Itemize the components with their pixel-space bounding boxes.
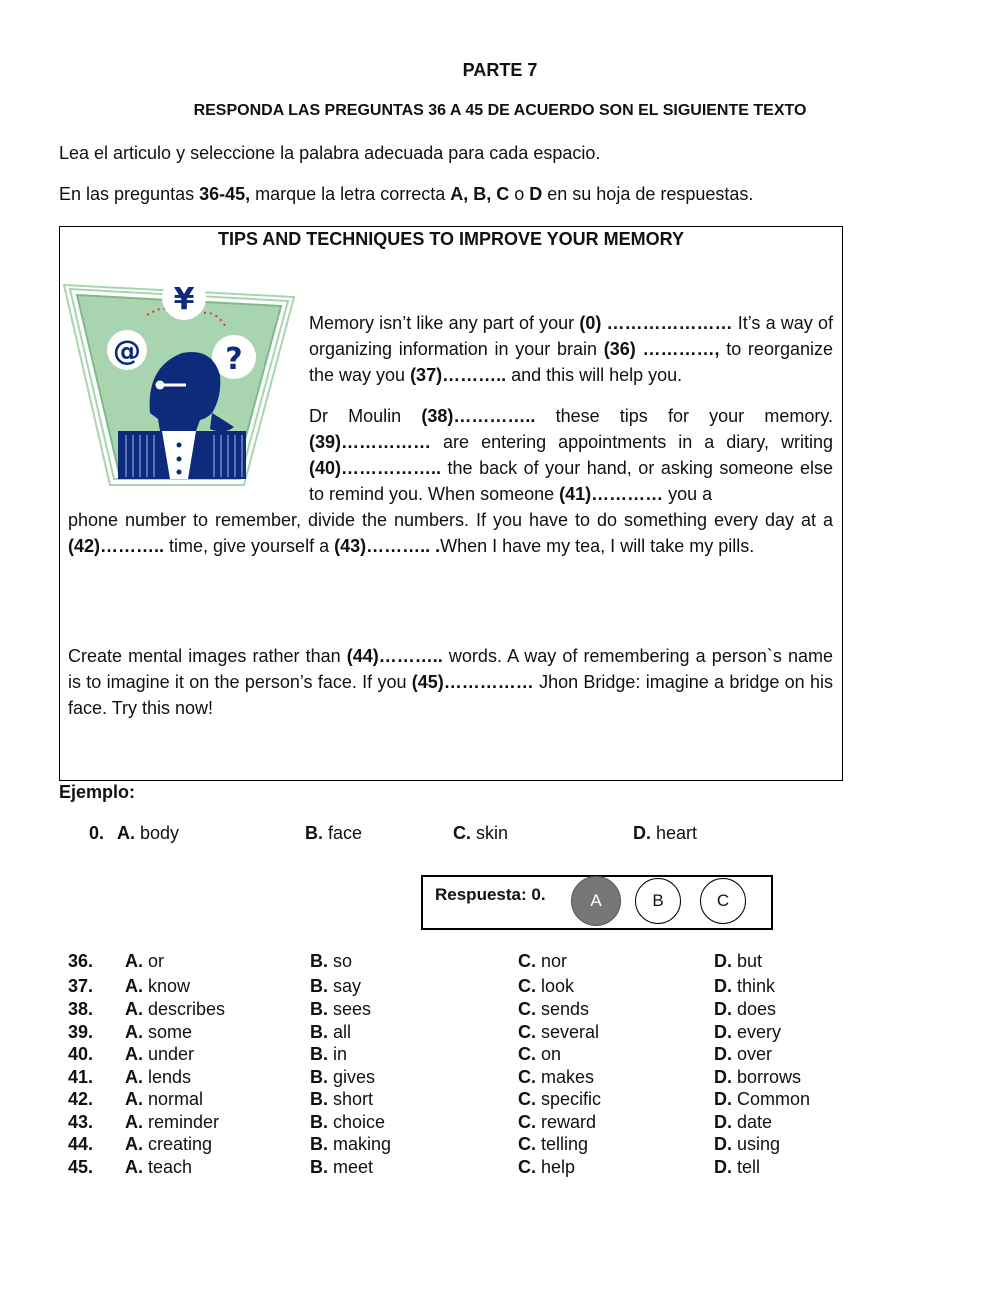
option-letter: A. xyxy=(125,1134,143,1154)
option-word: every xyxy=(732,1022,782,1042)
option-word: choice xyxy=(328,1112,386,1132)
example-option-a: A. body xyxy=(117,823,180,843)
option-letter: C. xyxy=(518,1067,536,1087)
question-option xyxy=(125,1157,192,1178)
question-option xyxy=(310,1134,391,1155)
paragraph-text: Create mental images rather than xyxy=(68,646,347,666)
blank-marker: (37)……….. xyxy=(410,365,507,385)
option-letter: C. xyxy=(518,999,536,1019)
option-letter: A. xyxy=(125,976,143,996)
option-word: think xyxy=(732,976,776,996)
question-option xyxy=(125,976,190,997)
question-option xyxy=(714,1089,810,1110)
option-word: Common xyxy=(732,1089,811,1109)
paragraph-text: the back of your hand, or asking someone else to remind you. When someone xyxy=(309,458,833,504)
option-letter: A. xyxy=(125,1067,143,1087)
question-option xyxy=(714,1157,760,1178)
question-number: 44. xyxy=(68,1134,94,1154)
answer-label: Respuesta: 0. xyxy=(435,885,546,904)
question-number: 42. xyxy=(68,1089,94,1109)
option-word: or xyxy=(143,951,165,971)
option-letter: B. xyxy=(310,1134,328,1154)
answer-circle-a[interactable]: A xyxy=(571,876,621,926)
paragraph-text: are entering appointments in a diary, writing xyxy=(431,432,833,452)
option-letter: B. xyxy=(310,951,328,971)
paragraph-text: you a xyxy=(663,484,713,504)
question-number: 40. xyxy=(68,1044,94,1064)
instruction-read: Lea el articulo y seleccione la palabra adecuada para cada espacio. xyxy=(59,143,601,163)
answer-box xyxy=(421,875,773,930)
at-sign-icon: @ xyxy=(113,334,141,367)
option-letter: D. xyxy=(714,976,732,996)
paragraph-4 xyxy=(68,643,833,721)
question-option xyxy=(518,1157,575,1178)
paragraph-text: to reorganize the way you xyxy=(309,339,833,385)
option-letter: A. xyxy=(125,999,143,1019)
question-option xyxy=(714,1022,781,1043)
question-option xyxy=(518,1089,601,1110)
paragraph-3 xyxy=(68,507,833,559)
question-number: 43. xyxy=(68,1112,94,1132)
question-option xyxy=(310,1022,351,1043)
question-option xyxy=(714,976,775,997)
question-option xyxy=(125,1112,219,1133)
question-number: 45. xyxy=(68,1157,94,1177)
option-word: makes xyxy=(536,1067,595,1087)
question-option xyxy=(518,999,589,1020)
question-number: 36. xyxy=(68,951,94,971)
option-word: lends xyxy=(143,1067,192,1087)
paragraph-text: When I have my tea, I will take my pills. xyxy=(440,536,755,556)
option-word: know xyxy=(143,976,191,996)
blank-marker: (43)……….. . xyxy=(334,536,441,556)
option-word: date xyxy=(732,1112,773,1132)
option-word: short xyxy=(328,1089,374,1109)
option-word: look xyxy=(536,976,575,996)
question-option xyxy=(518,1134,588,1155)
option-word: in xyxy=(328,1044,348,1064)
blank-marker: (40)…………….. xyxy=(309,458,442,478)
blank-marker: (36) …………, xyxy=(603,339,720,359)
option-letter: A. xyxy=(125,1157,143,1177)
example-option-b: B. face xyxy=(305,823,363,843)
option-letter: B. xyxy=(310,1089,328,1109)
question-number: 41. xyxy=(68,1067,94,1087)
option-word: over xyxy=(732,1044,773,1064)
option-word: several xyxy=(536,1022,600,1042)
paragraph-text: Memory isn’t like any part of your xyxy=(309,313,580,333)
paragraph-text: Dr Moulin xyxy=(309,406,422,426)
question-option xyxy=(310,976,361,997)
option-word: on xyxy=(536,1044,562,1064)
example-label: Ejemplo: xyxy=(59,782,136,802)
option-letter: B. xyxy=(310,976,328,996)
question-option xyxy=(125,1022,192,1043)
blank-marker: (45)…………… xyxy=(411,672,534,692)
option-word: creating xyxy=(143,1134,213,1154)
option-letter: A. xyxy=(125,1022,143,1042)
answer-circle-b[interactable]: B xyxy=(635,878,681,924)
option-letter: C. xyxy=(518,976,536,996)
question-option xyxy=(714,951,762,972)
answer-circle-c[interactable]: C xyxy=(700,878,746,924)
question-option xyxy=(714,1112,772,1133)
question-option xyxy=(714,999,776,1020)
option-letter: A. xyxy=(125,1112,143,1132)
option-letter: B. xyxy=(310,1067,328,1087)
question-option xyxy=(310,1044,347,1065)
option-word: specific xyxy=(536,1089,602,1109)
paragraph-text: phone number to remember, divide the numbers. If you have to do something every day at a xyxy=(68,510,833,530)
question-option xyxy=(518,1022,599,1043)
option-word: reminder xyxy=(143,1112,220,1132)
question-option xyxy=(714,1067,801,1088)
option-word: gives xyxy=(328,1067,376,1087)
option-letter: C. xyxy=(518,1089,536,1109)
option-letter: C. xyxy=(518,1134,536,1154)
paragraph-text: these tips for your memory. xyxy=(535,406,833,426)
option-word: nor xyxy=(536,951,568,971)
question-option xyxy=(125,1067,191,1088)
example-option-d: D. heart xyxy=(633,823,698,843)
option-word: using xyxy=(732,1134,781,1154)
question-option xyxy=(310,1067,375,1088)
question-option xyxy=(518,1112,596,1133)
blank-marker: (0) ………………… xyxy=(579,313,733,333)
option-word: some xyxy=(143,1022,193,1042)
option-word: reward xyxy=(536,1112,597,1132)
blank-marker: (42)……….. xyxy=(68,536,165,556)
option-word: sends xyxy=(536,999,590,1019)
option-letter: B. xyxy=(310,1112,328,1132)
blank-marker: (44)……….. xyxy=(346,646,443,666)
paragraph-text: It’s a way of organizing information in your brain xyxy=(309,313,833,359)
option-letter: B. xyxy=(310,1022,328,1042)
option-letter: C. xyxy=(518,951,536,971)
question-option xyxy=(310,1089,373,1110)
paragraph-text: Jhon Bridge: imagine a bridge on his face. Try this now! xyxy=(68,672,833,718)
question-option xyxy=(125,1044,194,1065)
memory-illustration xyxy=(62,273,298,495)
page-title: PARTE 7 xyxy=(462,60,538,80)
option-word: making xyxy=(328,1134,392,1154)
option-letter: A. xyxy=(125,951,143,971)
paragraph-text: time, give yourself a xyxy=(164,536,335,556)
option-letter: D. xyxy=(714,1089,732,1109)
option-word: but xyxy=(732,951,763,971)
option-word: telling xyxy=(536,1134,589,1154)
question-mark-icon: ? xyxy=(225,342,243,377)
paragraph-text: and this will help you. xyxy=(506,365,683,385)
question-option xyxy=(310,1157,373,1178)
option-letter: A. xyxy=(125,1044,143,1064)
option-word: borrows xyxy=(732,1067,802,1087)
option-letter: B. xyxy=(310,1044,328,1064)
instruction-mark: En las preguntas 36-45, marque la letra correcta A, B, C o D en su hoja de respuestas. xyxy=(59,184,754,204)
option-letter: B. xyxy=(310,999,328,1019)
option-word: say xyxy=(328,976,362,996)
yen-icon: ¥ xyxy=(173,282,195,317)
question-option xyxy=(518,1044,561,1065)
question-option xyxy=(310,999,371,1020)
paragraph-2 xyxy=(309,403,833,507)
question-option xyxy=(714,1134,780,1155)
option-letter: C. xyxy=(518,1157,536,1177)
option-word: normal xyxy=(143,1089,204,1109)
option-word: tell xyxy=(732,1157,761,1177)
example-option-c: C. skin xyxy=(453,823,509,843)
question-option xyxy=(518,1067,594,1088)
option-letter: D. xyxy=(714,999,732,1019)
option-letter: A. xyxy=(125,1089,143,1109)
option-letter: D. xyxy=(714,1157,732,1177)
option-letter: C. xyxy=(518,1112,536,1132)
option-letter: B. xyxy=(310,1157,328,1177)
question-option xyxy=(310,1112,385,1133)
option-word: under xyxy=(143,1044,195,1064)
option-word: so xyxy=(328,951,353,971)
option-letter: C. xyxy=(518,1022,536,1042)
option-letter: D. xyxy=(714,1134,732,1154)
paragraph-1 xyxy=(309,310,833,388)
article-box xyxy=(59,226,843,781)
option-letter: D. xyxy=(714,1112,732,1132)
question-option xyxy=(714,1044,772,1065)
option-word: meet xyxy=(328,1157,374,1177)
option-word: sees xyxy=(328,999,372,1019)
option-letter: D. xyxy=(714,1067,732,1087)
section-subtitle: RESPONDA LAS PREGUNTAS 36 A 45 DE ACUERDO SON EL SIGUIENTE TEXTO xyxy=(193,102,807,119)
option-word: help xyxy=(536,1157,576,1177)
question-number: 39. xyxy=(68,1022,94,1042)
question-number: 37. xyxy=(68,976,94,996)
question-option xyxy=(310,951,352,972)
option-word: all xyxy=(328,1022,352,1042)
option-letter: D. xyxy=(714,951,732,971)
blank-marker: (41)………… xyxy=(559,484,664,504)
article-title: TIPS AND TECHNIQUES TO IMPROVE YOUR MEMORY xyxy=(217,229,685,249)
option-letter: C. xyxy=(518,1044,536,1064)
question-option xyxy=(125,1134,212,1155)
option-word: does xyxy=(732,999,777,1019)
option-letter: D. xyxy=(714,1022,732,1042)
question-option xyxy=(125,999,225,1020)
blank-marker: (39)…………… xyxy=(309,432,432,452)
paragraph-text: words. A way of remembering a person`s name is to imagine it on the person’s face. If you xyxy=(68,646,833,692)
example-number: 0. xyxy=(89,823,105,843)
question-option xyxy=(518,976,574,997)
question-number: 38. xyxy=(68,999,94,1019)
option-word: describes xyxy=(143,999,226,1019)
option-letter: D. xyxy=(714,1044,732,1064)
question-option xyxy=(125,1089,203,1110)
option-word: teach xyxy=(143,1157,193,1177)
question-option xyxy=(125,951,164,972)
question-option xyxy=(518,951,567,972)
blank-marker: (38)………….. xyxy=(421,406,536,426)
